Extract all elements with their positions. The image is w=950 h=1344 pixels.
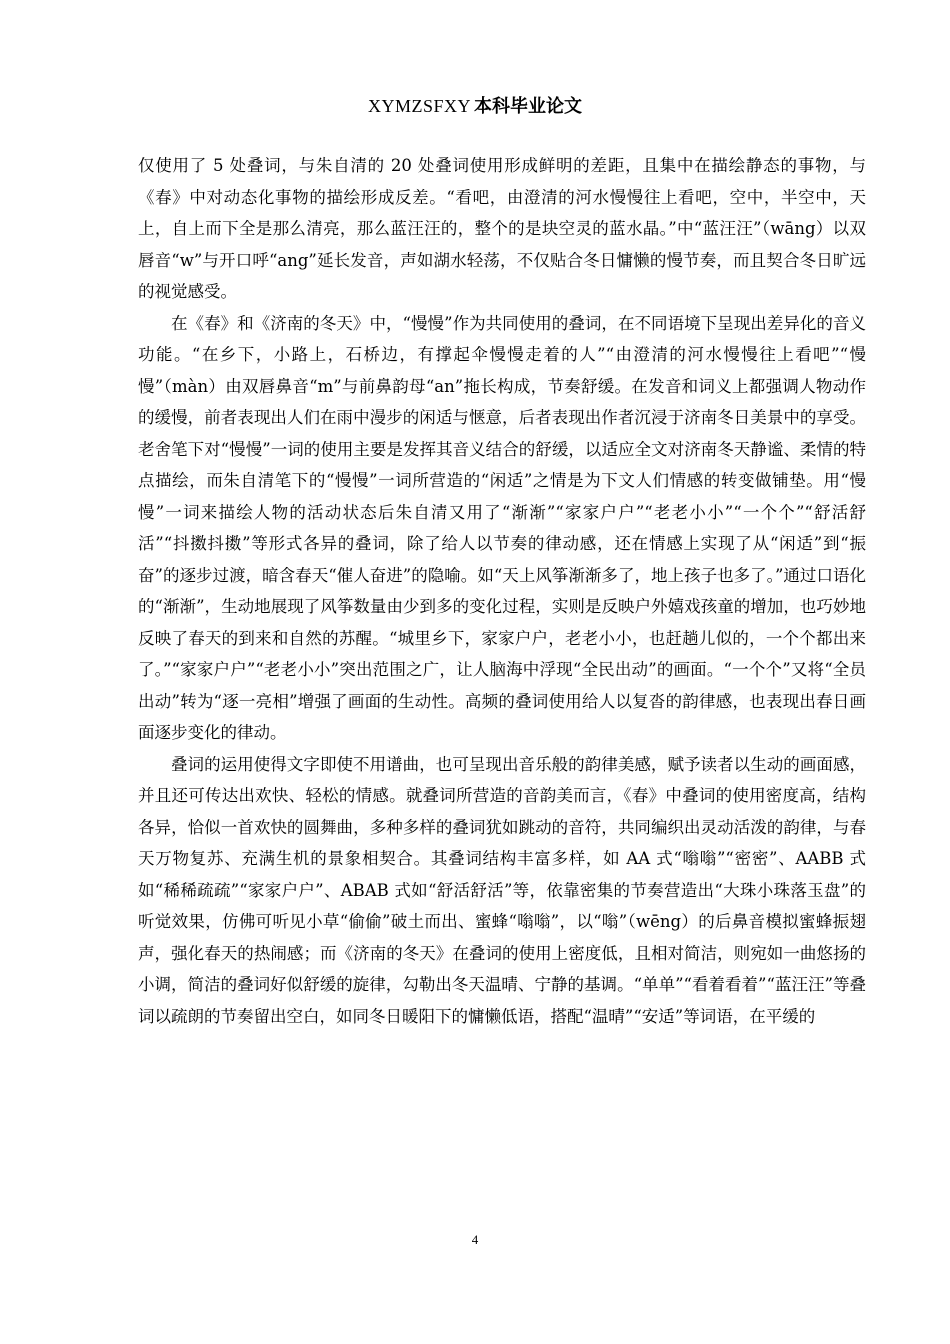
body-text xyxy=(138,150,866,1032)
paragraph: 叠词的运用使得文字即使不用谱曲，也可呈现出音乐般的韵律美感，赋予读者以生动的画面感，并且还可传达出欢快、轻松的情感。就叠词所营造的音韵美而言，《春》中叠词的使用密度高，结构各异，恰似一首欢快的圆舞曲，多种多样的叠词犹如跳动的音符，共同编织出灵动活泼的韵律，与春天万物复苏、充满生机的景象相契合。其叠词结构丰富多样，如 AA 式“嗡嗡”“密密”、AABB 式如“稀稀疏疏”“家家户户”、ABAB 式如“舒活舒活”等，依靠密集的节奏营造出“大珠小珠落玉盘”的听觉效果，仿佛可听见小草“偷偷”破土而出、蜜蜂“嗡嗡”，以“嗡”（wēng）的后鼻音模拟蜜蜂振翅声，强化春天的热闹感；而《济南的冬天》在叠词的使用上密度低，且相对简洁，则宛如一曲悠扬的小调，简洁的叠词好似舒缓的旋律，勾勒出冬天温晴、宁静的基调。“单单”“看着看着”“蓝汪汪”等叠词以疏朗的节奏留出空白，如同冬日暖阳下的慵懒低语，搭配“温晴”“安适”等词语，在平缓的 xyxy=(138,754,866,1026)
paragraph-continued: 仅使用了 5 处叠词，与朱自清的 20 处叠词使用形成鲜明的差距，且集中在描绘静态的事物，与《春》中对动态化事物的描绘形成反差。“看吧，由澄清的河水慢慢往上看吧，空中，半空中，天上，自上而下全是那么清亮，那么蓝汪汪的，整个的是块空灵的蓝水晶。”中“蓝汪汪”（wāng）以双唇音“w”与开口呼“ang”延长发音，声如湖水轻荡，不仅贴合冬日慵懒的慢节奏，而且契合冬日旷远的视觉感受。 xyxy=(138,156,866,301)
page-header xyxy=(0,94,950,119)
header-school-code: XYMZSFXY xyxy=(367,96,472,116)
page-number: 4 xyxy=(471,1232,479,1247)
paragraph: 在《春》和《济南的冬天》中，“慢慢”作为共同使用的叠词，在不同语境下呈现出差异化的音义功能。“在乡下，小路上，石桥边，有撑起伞慢慢走着的人”“由澄清的河水慢慢往上看吧”“慢慢”（màn）由双唇鼻音“m”与前鼻韵母“an”拖长构成，节奏舒缓。在发音和词义上都强调人物动作的缓慢，前者表现出人们在雨中漫步的闲适与惬意，后者表现出作者沉浸于济南冬日美景中的享受。老舍笔下对“慢慢”一词的使用主要是发挥其音义结合的舒缓，以适应全文对济南冬天静谧、柔情的特点描绘，而朱自清笔下的“慢慢”一词所营造的“闲适”之情是为下文人们情感的转变做铺垫。用“慢慢”一词来描绘人物的活动状态后朱自清又用了“渐渐”“家家户户”“老老小小”“一个个”“舒活舒活”“抖擞抖擞”等形式各异的叠词，除了给人以节奏的律动感，还在情感上实现了从“闲适”到“振奋”的逐步过渡，暗含春天“催人奋进”的隐喻。如“天上风筝渐渐多了，地上孩子也多了。”通过口语化的“渐渐”，生动地展现了风筝数量由少到多的变化过程，实则是反映户外嬉戏孩童的增加，也巧妙地反映了春天的到来和自然的苏醒。“城里乡下，家家户户，老老小小，也赶趟儿似的，一个个都出来了。”“家家户户”“老老小小”突出范围之广，让人脑海中浮现“全民出动”的画面。“一个个”又将“全员出动”转为“逐一亮相”增强了画面的生动性。高频的叠词使用给人以复沓的韵律感，也表现出春日画面逐步变化的律动。 xyxy=(138,313,866,742)
header-title: 本科毕业论文 xyxy=(474,96,583,117)
